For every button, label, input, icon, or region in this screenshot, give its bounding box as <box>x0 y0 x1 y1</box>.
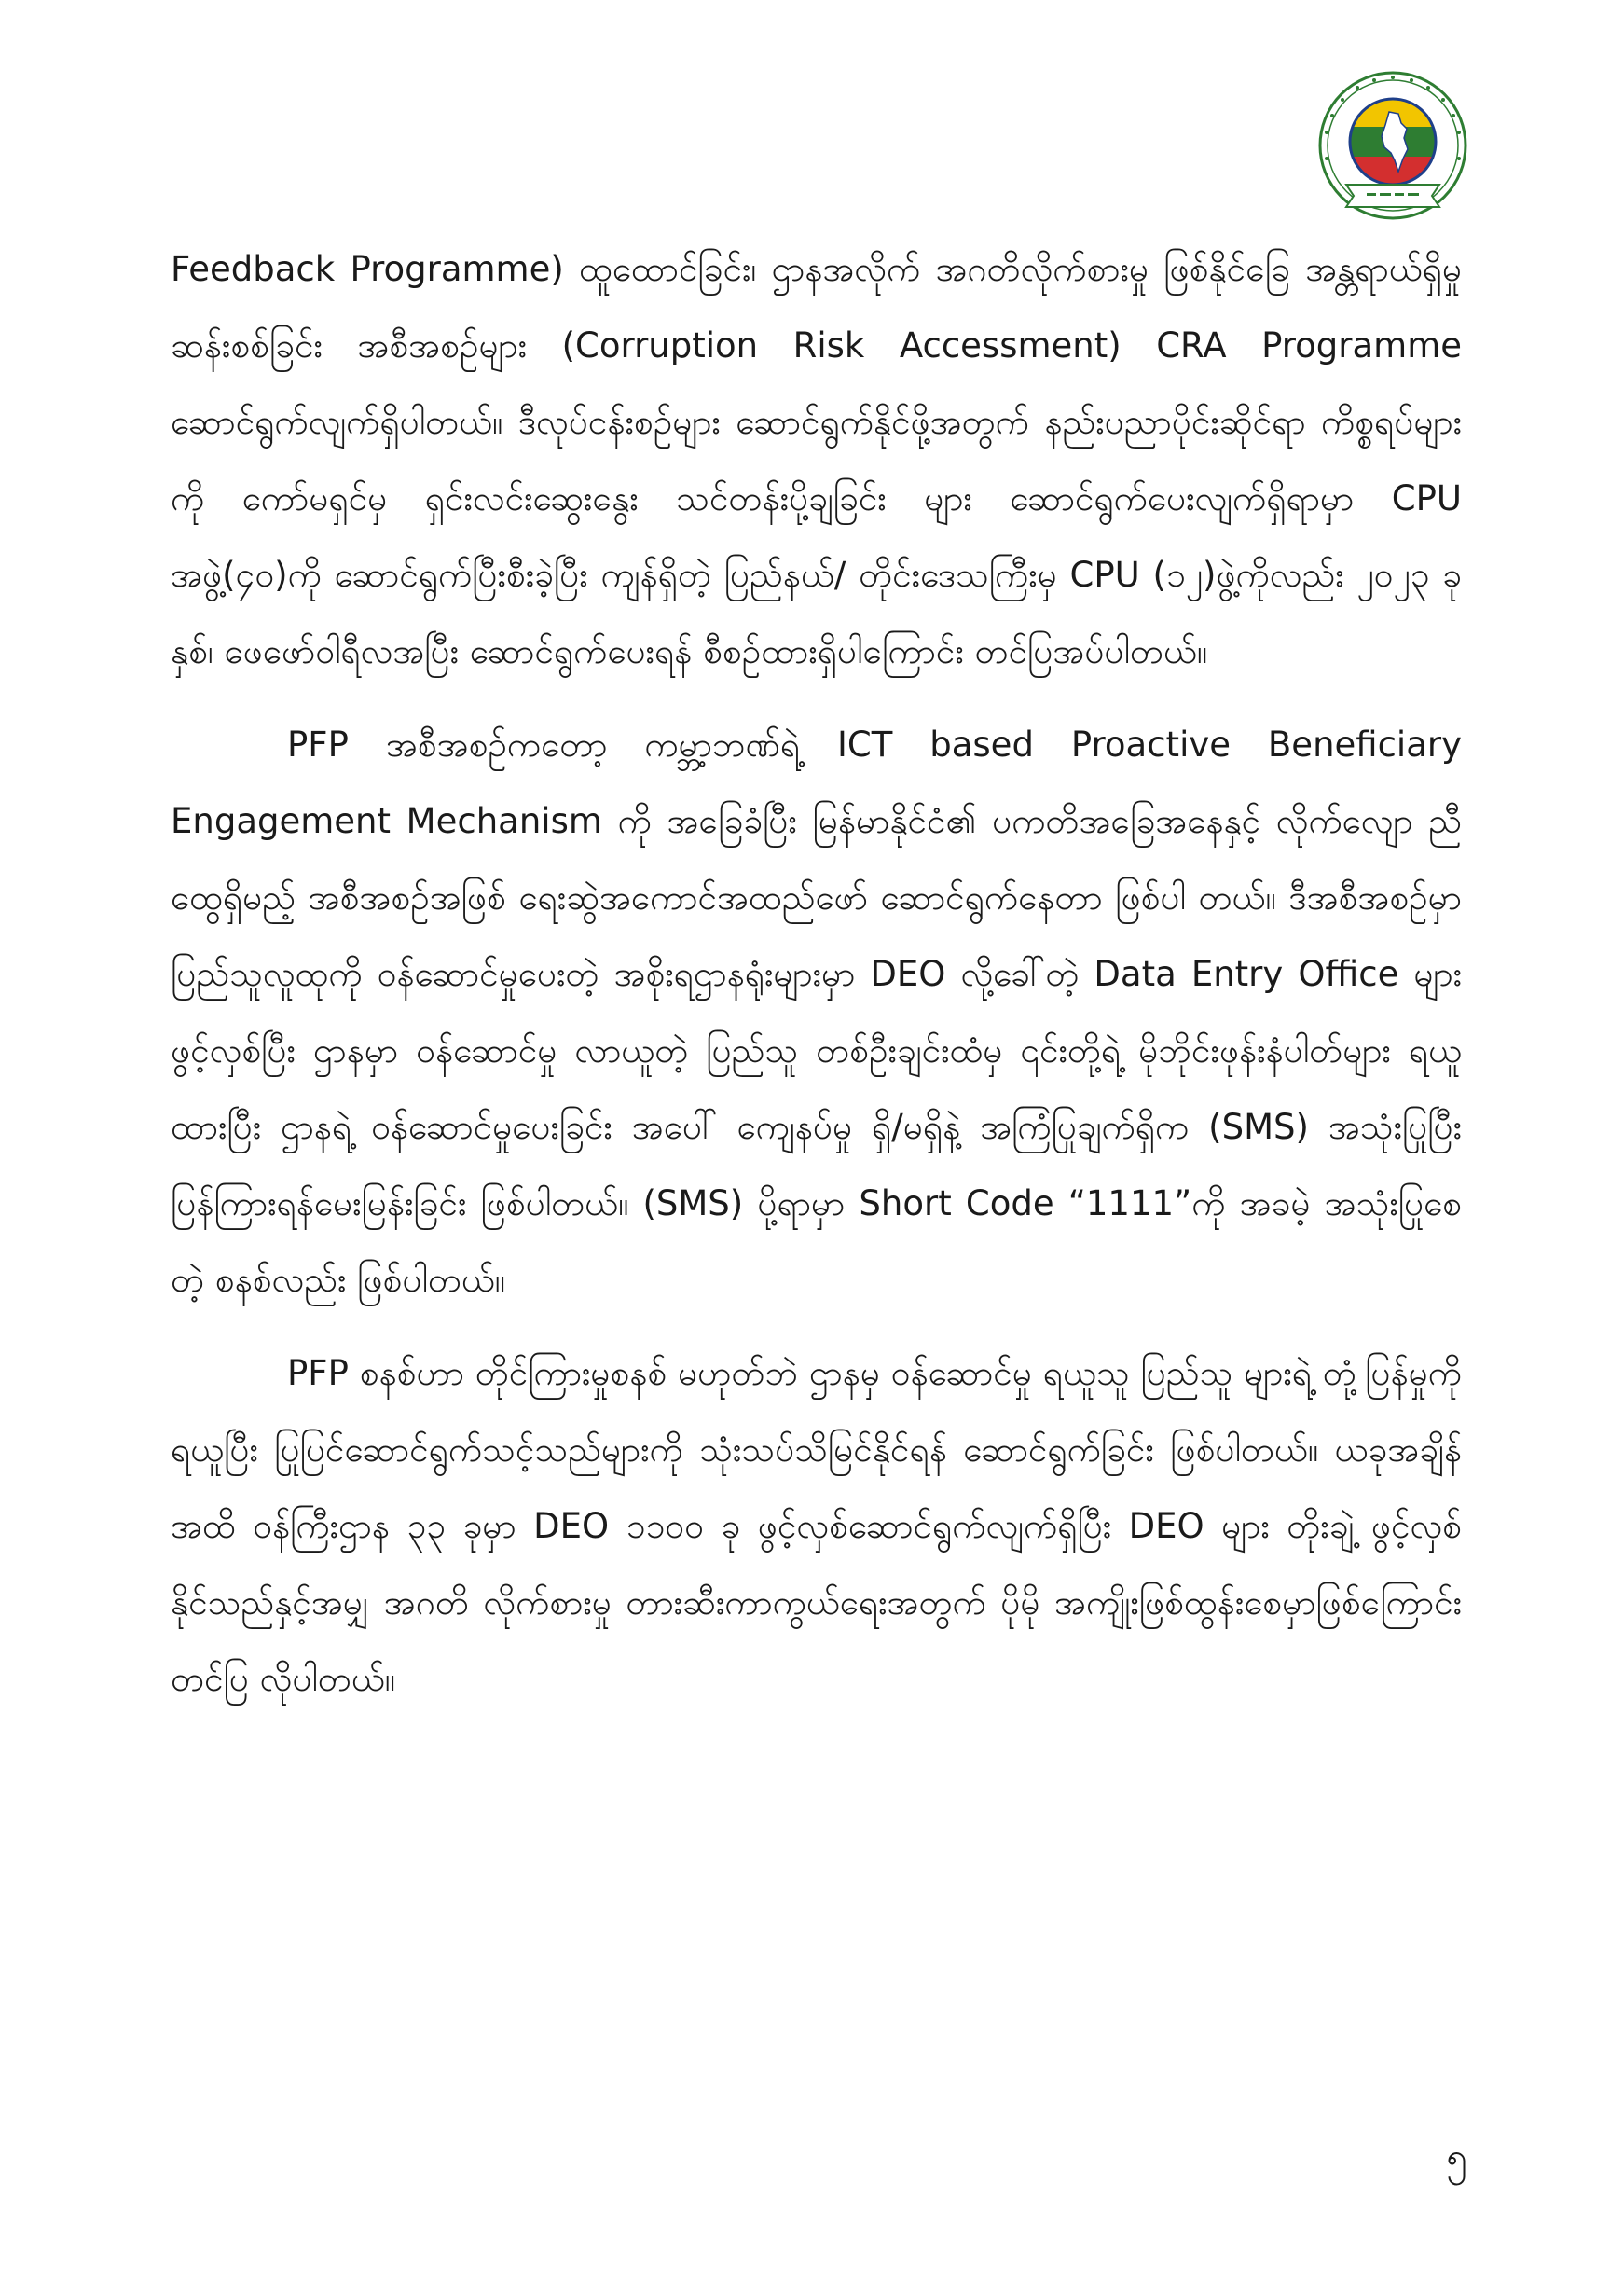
paragraph-pfp-programme: PFP အစီအစဉ်ကတော့ ကမ္ဘာ့ဘဏ်ရဲ့ ICT based Proactive Beneficiary Engagement Mechanism ကို အခြေခံပြီး မြန်မာနိုင်ငံ၏ ပကတိအခြေအနေနှင့် လိုက်လျော ညီထွေရှိမည့် အစီအစဉ်အဖြစ် ရေးဆွဲအကောင်အထည်ဖော် ဆောင်ရွက်နေတာ ဖြစ်ပါ တယ်။ ဒီအစီအစဉ်မှာ ပြည်သူလူထုကို ဝန်ဆောင်မှုပေးတဲ့ အစိုးရဌာနရုံးများမှာ DEO လို့ခေါ်တဲ့ Data Entry Office များ ဖွင့်လှစ်ပြီး ဌာနမှာ ဝန်ဆောင်မှု လာယူတဲ့ ပြည်သူ တစ်ဦးချင်းထံမှ ၎င်းတို့ရဲ့ မိုဘိုင်းဖုန်းနံပါတ်များ ရယူထားပြီး ဌာနရဲ့ ဝန်ဆောင်မှုပေးခြင်း အပေါ် ကျေနပ်မှု ရှိ/မရှိနဲ့ အကြံပြုချက်ရှိက (SMS) အသုံးပြုပြီး ပြန်ကြားရန်မေးမြန်းခြင်း ဖြစ်ပါတယ်။ (SMS) ပို့ရာမှာ Short Code “1111”ကို အခမဲ့ အသုံးပြုစေတဲ့ စနစ်လည်း ဖြစ်ပါတယ်။ <box>171 725 1462 1300</box>
paragraph-corruption-risk-assessment: Feedback Programme) ထူထောင်ခြင်း၊ ဌာနအလိုက် အဂတိလိုက်စားမှု ဖြစ်နိုင်ခြေ အန္တရာယ်ရှိမှု ဆန်းစစ်ခြင်း အစီအစဉ်များ (Corruption Risk Accessment) CRA Programme ဆောင်ရွက်လျက်ရှိပါတယ်။ ဒီလုပ်ငန်းစဉ်များ ဆောင်ရွက်နိုင်ဖို့အတွက် နည်းပညာပိုင်းဆိုင်ရာ ကိစ္စရပ်များကို ကော်မရှင်မှ ရှင်းလင်းဆွေးနွေး သင်တန်းပို့ချခြင်း များ ဆောင်ရွက်ပေးလျက်ရှိရာမှာ CPU အဖွဲ့(၄၀)ကို ဆောင်ရွက်ပြီးစီးခဲ့ပြီး ကျန်ရှိတဲ့ ပြည်နယ်/ တိုင်းဒေသကြီးမှ CPU (၁၂)ဖွဲ့ကိုလည်း ၂၀၂၃ ခုနှစ်၊ ဖေဖော်ဝါရီလအပြီး ဆောင်ရွက်ပေးရန် စီစဉ်ထားရှိပါကြောင်း တင်ပြအပ်ပါတယ်။ <box>171 249 1462 671</box>
page-number: ၅ <box>1446 2135 1467 2178</box>
document-body <box>171 231 1462 1718</box>
paragraph-pfp-system: PFP စနစ်ဟာ တိုင်ကြားမှုစနစ် မဟုတ်ဘဲ ဌာနမှ ဝန်ဆောင်မှု ရယူသူ ပြည်သူ များရဲ့ တုံ့ပြန်မှုကို ရယူပြီး ပြုပြင်ဆောင်ရွက်သင့်သည်များကို သုံးသပ်သိမြင်နိုင်ရန် ဆောင်ရွက်ခြင်း ဖြစ်ပါတယ်။ ယခုအချိန်အထိ ဝန်ကြီးဌာန ၃၃ ခုမှာ DEO ၁၁၀၀ ခု ဖွင့်လှစ်ဆောင်ရွက်လျက်ရှိပြီး DEO များ တိုးချဲ့ ဖွင့်လှစ်နိုင်သည်နှင့်အမျှ အဂတိ လိုက်စားမှု တားဆီးကာကွယ်ရေးအတွက် ပိုမို အကျိုးဖြစ်ထွန်းစေမှာဖြစ်ကြောင်း တင်ပြ လိုပါတယ်။ <box>171 1353 1462 1699</box>
emblem-seal-icon <box>1314 67 1471 224</box>
